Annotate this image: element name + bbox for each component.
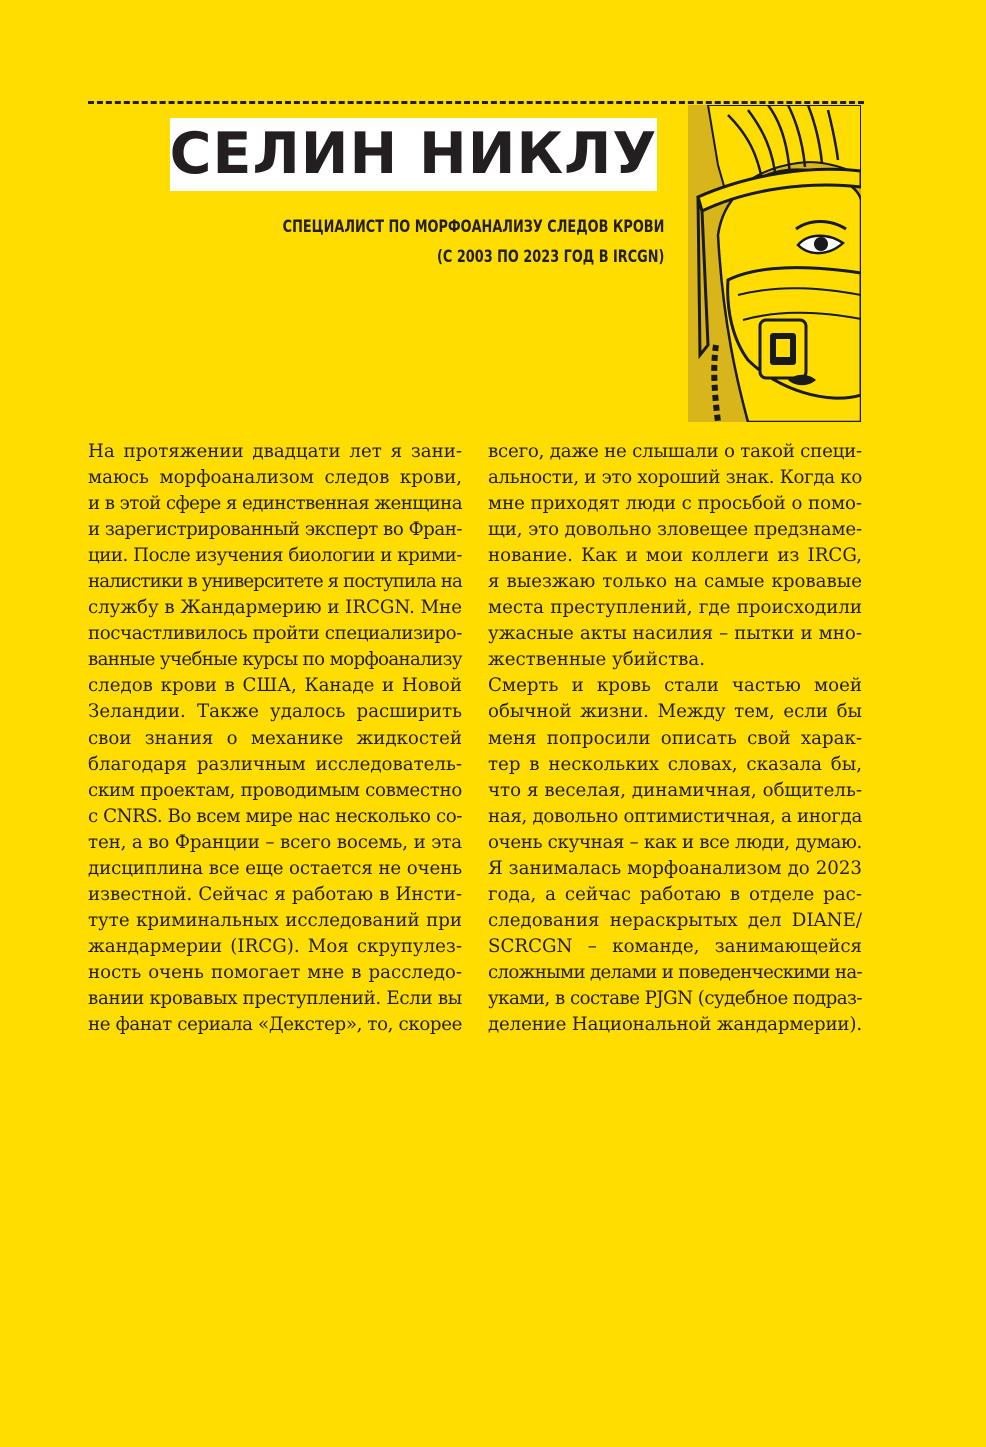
paragraph-line: нование. Как и мои коллеги из IRCG, [488, 545, 862, 567]
paragraph-line: уками, в составе PJGN (судебное подраз- [488, 987, 862, 1009]
paragraph-line: тен, а во Франции – всего восемь, и эта [88, 831, 462, 853]
paragraph-line: щи, это довольно зловещее предзнаме- [488, 519, 862, 541]
paragraph-line: налистики в университете я поступила на [88, 571, 462, 593]
paragraph-line: не фанат сериала «Декстер», то, скорее [88, 1014, 462, 1036]
paragraph-line: жандармерии (IRCG). Моя скрупулез- [88, 935, 462, 957]
paragraph-line: сложными делами и поведенческими на- [488, 961, 862, 983]
paragraph-line: ванные учебные курсы по морфоанализу [88, 649, 462, 671]
person-name: СЕЛИН НИКЛУ [169, 121, 658, 187]
name-banner [170, 118, 657, 191]
paragraph-line: с CNRS. Во всем мире нас несколько со- [88, 805, 462, 827]
paragraph-line: известной. Сейчас я работаю в Инсти- [88, 883, 462, 905]
paragraph-line: меня попросили описать свой харак- [488, 727, 862, 749]
paragraph-line: службу в Жандармерию и IRCGN. Мне [88, 597, 462, 619]
paragraph-line: обычной жизни. Между тем, если бы [488, 701, 862, 723]
paragraph-line: и в этой сфере я единственная женщина [88, 493, 462, 515]
paragraph-line: следов крови в США, Канаде и Новой [88, 675, 462, 697]
paragraph-line: Зеландии. Также удалось расширить [88, 701, 462, 723]
role-subtitle-line-1: СПЕЦИАЛИСТ ПО МОРФОАНАЛИЗУ СЛЕДОВ КРОВИ [282, 217, 664, 236]
paragraph-line: ность очень помогает мне в расследо- [88, 961, 462, 983]
paragraph-line: благодаря различным исследователь- [88, 753, 462, 775]
paragraph-line: что я веселая, динамичная, общитель- [488, 779, 862, 801]
paragraph-line: следования нераскрытых дел DIANE/ [488, 909, 862, 931]
paragraph-line: дисциплина все еще остается не очень [88, 857, 462, 879]
paragraph-line: свои знания о механике жидкостей [88, 727, 462, 749]
paragraph-line: всего, даже не слышали о такой специ- [488, 441, 862, 462]
paragraph-line: На протяжении двадцати лет я зани- [88, 441, 462, 462]
paragraph-line: ским проектам, проводимым совместно [88, 779, 462, 801]
paragraph-line: деление Национальной жандармерии). [488, 1014, 862, 1036]
paragraph-line: ная, довольно оптимистичная, а иногда [488, 805, 862, 827]
paragraph-line: маюсь морфоанализом следов крови, [88, 467, 462, 489]
portrait-illustration-icon [688, 105, 861, 422]
paragraph-line: места преступлений, где происходили [488, 597, 862, 619]
paragraph-line: ции. После изучения биологии и крими- [88, 545, 462, 567]
paragraph-line: Смерть и кровь стали частью моей [488, 675, 862, 697]
text-column-left [88, 439, 462, 1038]
top-dashed-rule [88, 101, 864, 104]
paragraph-line: ужасные акты насилия – пытки и мно- [488, 623, 862, 645]
paragraph-line: альности, и это хороший знак. Когда ко [488, 467, 862, 489]
paragraph-line: тер в нескольких словах, сказала бы, [488, 753, 862, 775]
role-subtitle [282, 212, 664, 272]
paragraph-line: SCRCGN – команде, занимающейся [488, 935, 862, 957]
paragraph-line: очень скучная – как и все люди, думаю. [488, 831, 862, 853]
paragraph-line: туте криминальных исследований при [88, 909, 462, 931]
paragraph-line: жественные убийства. [488, 649, 706, 671]
paragraph-line: года, а сейчас работаю в отделе рас- [488, 883, 862, 905]
paragraph-line: и зарегистрированный эксперт во Фран- [88, 519, 462, 541]
paragraph-line: Я занималась морфоанализом до 2023 [488, 857, 862, 879]
paragraph-line: посчастливилось пройти специализиро- [88, 623, 462, 645]
paragraph-line: вании кровавых преступлений. Если вы [88, 987, 462, 1009]
paragraph-line: я выезжаю только на самые кровавые [488, 571, 862, 593]
paragraph-line: мне приходят люди с просьбой о помо- [488, 493, 862, 515]
role-subtitle-line-2: (С 2003 ПО 2023 ГОД В IRCGN) [436, 247, 664, 266]
text-column-right [488, 439, 862, 1038]
